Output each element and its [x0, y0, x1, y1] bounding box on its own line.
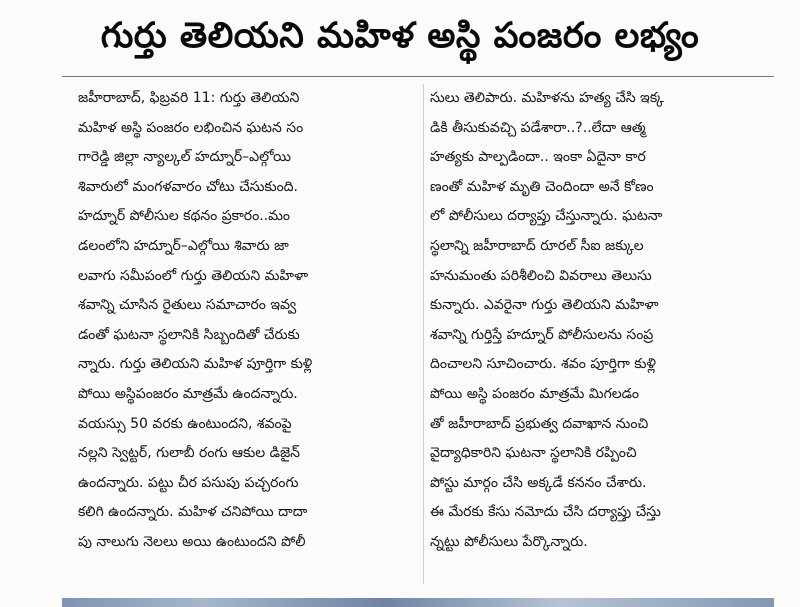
headline-rule [62, 76, 774, 77]
cropped-photo-strip [62, 598, 774, 607]
left-line: వయస్సు 50 వరకు ఉంటుందని, శవంపై [78, 415, 292, 432]
column-divider [423, 84, 424, 584]
right-line: స్థలాన్ని జహీరాబాద్ రూరల్ సీఐ జక్కుల [430, 237, 644, 254]
left-line: పు నాలుగు నెలలు అయి ఉంటుందని పోలీ [78, 533, 306, 550]
right-line: కున్నారు. ఎవరైనా గుర్తు తెలియని మహిళా [430, 297, 659, 314]
left-line: కలిగి ఉందన్నారు. మహిళ చనిపోయి దాదా [78, 504, 308, 521]
article-headline: గుర్తు తెలియని మహిళ అస్థి పంజరం లభ్యం [100, 16, 700, 56]
right-line: హనుమంతు పరిశీలించి వివరాలు తెలుసు [430, 267, 652, 284]
left-line: పోయి అస్థిపంజరం మాత్రమే ఉందన్నారు. [78, 385, 298, 402]
left-line: డంతో ఘటనా స్థలానికి సిబ్బందితో చేరుకు [78, 326, 300, 343]
left-line: న్నారు. గుర్తు తెలియని మహిళ పూర్తిగా కుళ్లి [78, 356, 313, 373]
right-line: ఈ మేరకు కేసు నమోదు చేసి దర్యాప్తు చేస్తు [430, 504, 661, 521]
left-line: శవాన్ని చూసిన రైతులు సమాచారం ఇవ్వ [78, 297, 297, 314]
right-line: వైద్యాధికారిని ఘటనా స్థలానికి రప్పించి [430, 445, 637, 462]
left-line: నల్లని స్వెట్టర్, గులాబీ రంగు ఆకుల డిజైన్ [78, 445, 301, 462]
left-line: లవాగు సమీపంలో గుర్తు తెలియని మహిళా [78, 267, 309, 284]
article-column-left [78, 84, 418, 558]
left-line: హద్నూర్ పోలీసుల కథనం ప్రకారం..మం [78, 208, 291, 225]
left-line: శివారులో మంగళవారం చోటు చేసుకుంది. [78, 178, 299, 195]
article-column-right [430, 84, 774, 558]
right-line: శవాన్ని గుర్తిస్తే హద్నూర్ పోలీసులను సంప్ర [430, 326, 654, 343]
left-line: గారెడ్డి జిల్లా న్యాల్కల్ హద్నూర్–ఎల్గోయి [78, 149, 291, 166]
right-line: సులు తెలిపారు. మహిళను హత్య చేసి ఇక్క [430, 90, 664, 106]
left-line: డలంలోని హద్నూర్–ఎల్గోయి శివారు జా [78, 237, 289, 254]
right-line: ణంతో మహిళ మృతి చెందిందా అనే కోణం [430, 178, 654, 195]
right-line: పోస్టు మార్గం చేసి అక్కడే కననం చేశారు. [430, 474, 647, 491]
right-line: పోయి అస్థి పంజరం మాత్రమే మిగలడం [430, 385, 639, 402]
left-line: ఉందన్నారు. పట్టు చీర పసుపు పచ్చరంగు [78, 474, 299, 491]
left-line: మహిళ అస్థి పంజరం లభించిన ఘటన సం [78, 119, 304, 136]
right-line: లో పోలీసులు దర్యాప్తు చేస్తున్నారు. ఘటనా [430, 208, 663, 225]
left-line: జహీరాబాద్, ఫిబ్రవరి 11: గుర్తు తెలియని [78, 90, 300, 106]
right-line: న్నట్టు పోలీసులు పేర్కొన్నారు. [430, 533, 588, 550]
right-line: దించాలని సూచించారు. శవం పూర్తిగా కుళ్లి [430, 356, 656, 373]
right-line: డికి తీసుకువచ్చి పడేశారా..?..లేదా ఆత్మ [430, 119, 646, 136]
right-line: తో జహీరాబాద్ ప్రభుత్వ దవాఖాన నుంచి [430, 415, 649, 432]
right-line: హత్యకు పాల్పడిందా.. ఇంకా ఏదైనా కార [430, 149, 646, 166]
